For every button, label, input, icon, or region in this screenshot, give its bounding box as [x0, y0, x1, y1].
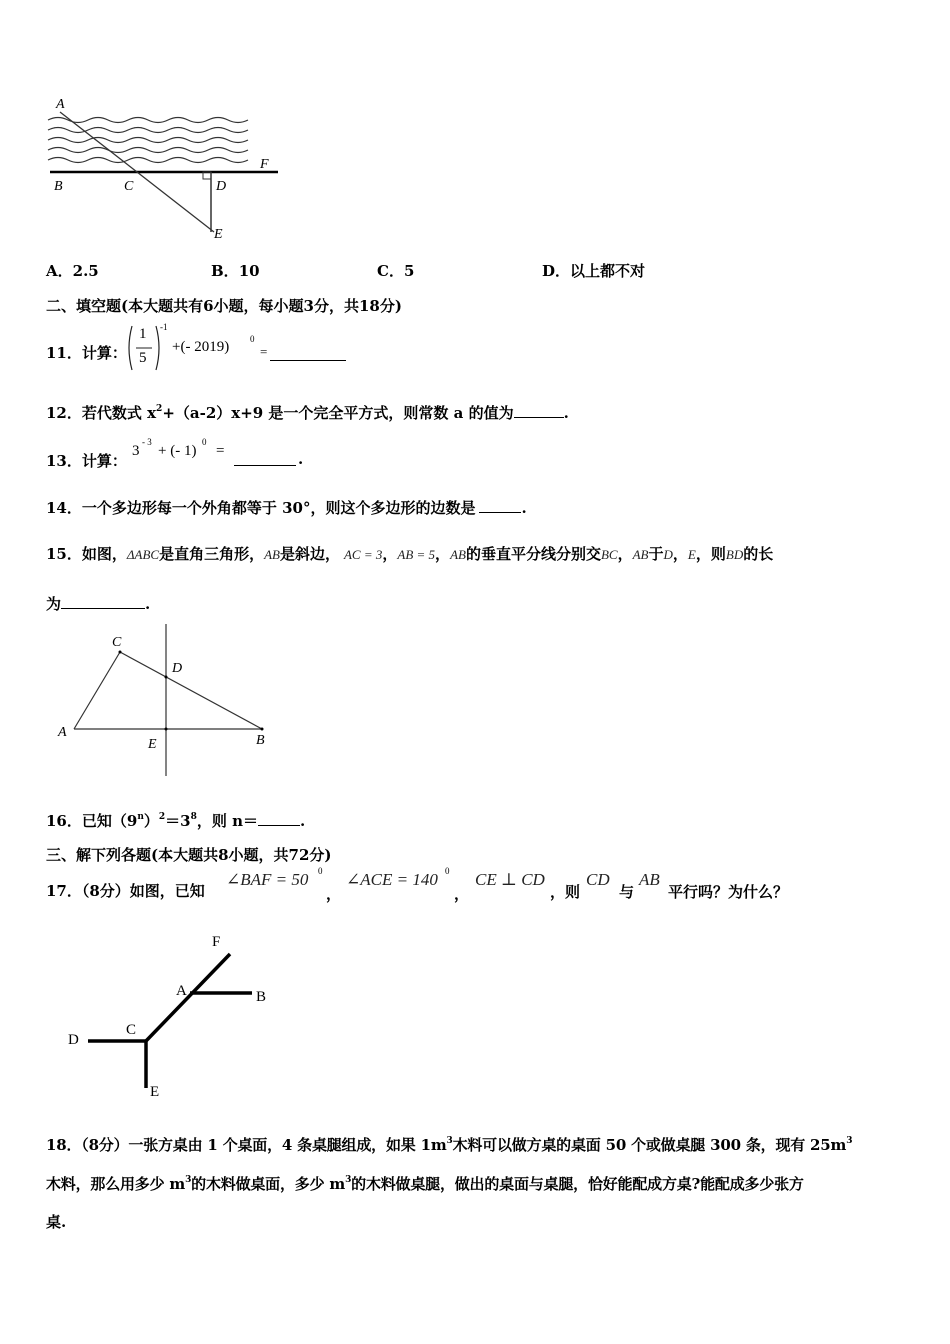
q13-end: .	[298, 450, 304, 468]
label-C: C	[126, 1022, 137, 1038]
label-D: D	[216, 179, 227, 194]
question-18-line3: 桌.	[46, 1213, 67, 1231]
q17-ab: AB	[639, 870, 660, 889]
q13-base: 3	[132, 443, 140, 459]
choice-c[interactable]: C．5	[377, 262, 415, 280]
q11-exp-zero: 0	[250, 334, 255, 344]
q13-formula	[130, 437, 310, 469]
question-15: 15．如图，ΔABC是直角三角形，AB是斜边， AC = 3，AB = 5，AB的垂直平分线分别交BC，AB于D，E，则BD的长	[46, 545, 774, 563]
line-cf	[146, 954, 230, 1041]
label-D: D	[172, 661, 183, 676]
q17-ze: ，则	[550, 883, 581, 901]
q17-deg2: 0	[445, 866, 450, 876]
q11-exp-neg1: -1	[160, 322, 168, 332]
label-E: E	[150, 1084, 160, 1100]
question-14: 14．一个多边形每一个外角都等于 30°，则这个多边形的边数是 .	[46, 499, 527, 517]
q17-sep2: ，	[454, 885, 470, 903]
question-18-line1: 18．（8分）一张方桌由 1 个桌面，4 条桌腿组成，如果 $1m^3$木料可以做方桌的桌面 50 个或做桌腿 300 条，现有 $25m^3$	[46, 1136, 853, 1154]
question-12: 12．若代数式 $x^2+(a-2)x+9$ 是一个完全平方式，则常数 a 的值为 .	[46, 404, 569, 422]
question-13: 13．计算：	[46, 452, 127, 470]
q17-sep1: ，	[326, 885, 342, 903]
question-11: 11．计算：	[46, 344, 127, 362]
q17-ask: 平行吗？为什么？	[668, 883, 789, 901]
label-B: B	[256, 989, 267, 1005]
label-C: C	[124, 179, 134, 194]
label-F: F	[212, 934, 221, 950]
label-A: A	[56, 97, 65, 112]
q14-answer-blank[interactable]	[479, 498, 521, 513]
angle-figure	[60, 928, 290, 1100]
label-B: B	[54, 179, 63, 194]
q11-frac-den: 5	[139, 350, 147, 366]
choice-d[interactable]: D．以上都不对	[542, 262, 646, 280]
label-A: A	[58, 725, 67, 740]
question-17: 17．（8分）如图，已知	[46, 882, 205, 900]
q13-exp0: 0	[202, 437, 207, 447]
label-B: B	[256, 733, 265, 748]
triangle-abc	[74, 652, 262, 729]
q16-answer-blank[interactable]	[258, 811, 300, 826]
choice-a[interactable]: A．2.5	[46, 262, 99, 280]
q11-formula	[124, 322, 354, 374]
q12-answer-blank[interactable]	[514, 403, 564, 418]
q11-answer-blank[interactable]	[270, 346, 346, 361]
choice-b[interactable]: B．10	[211, 262, 260, 280]
q17-deg1: 0	[318, 866, 323, 876]
q17-yu: 与	[619, 883, 635, 901]
label-C: C	[112, 635, 122, 650]
label-F: F	[260, 157, 269, 172]
q11-frac-num: 1	[139, 326, 147, 342]
q17-conditions	[226, 866, 806, 902]
river-figure	[40, 92, 290, 252]
q17-angle-ace: ∠ACE = 140	[346, 870, 438, 889]
triangle-figure	[50, 622, 280, 782]
q11-equals: =	[260, 344, 268, 359]
section-3-heading: 三、解下列各题(本大题共8小题，共72分)	[46, 846, 332, 864]
section-2-heading: 二、填空题(本大题共有6小题，每小题3分，共18分)	[46, 297, 402, 315]
label-D: D	[68, 1032, 79, 1048]
q17-angle-baf: ∠BAF = 50	[226, 870, 309, 889]
q17-cd: CD	[586, 870, 610, 889]
q11-plus-term: +(- 2019)	[172, 339, 230, 355]
wave-lines	[48, 118, 248, 163]
q13-eq: =	[216, 443, 225, 459]
question-15-line2: 为 .	[46, 595, 151, 613]
q13-answer-blank[interactable]	[234, 451, 296, 466]
q13-exp: - 3	[142, 437, 152, 447]
label-E: E	[148, 737, 157, 752]
q17-perp: CE ⊥ CD	[475, 870, 545, 889]
question-16: 16．已知$(9^n)^2=3^8$，则 n＝ .	[46, 812, 306, 830]
label-A: A	[176, 983, 187, 999]
question-18-line2: 木料，那么用多少 $m^3$的木料做桌面，多少 $m^3$的木料做桌腿，做出的桌面与桌腿，恰好能配成方桌?能配成多少张方	[46, 1175, 804, 1193]
q15-answer-blank[interactable]	[61, 594, 145, 609]
label-E: E	[214, 227, 223, 242]
q13-mid: + (- 1)	[158, 443, 197, 459]
